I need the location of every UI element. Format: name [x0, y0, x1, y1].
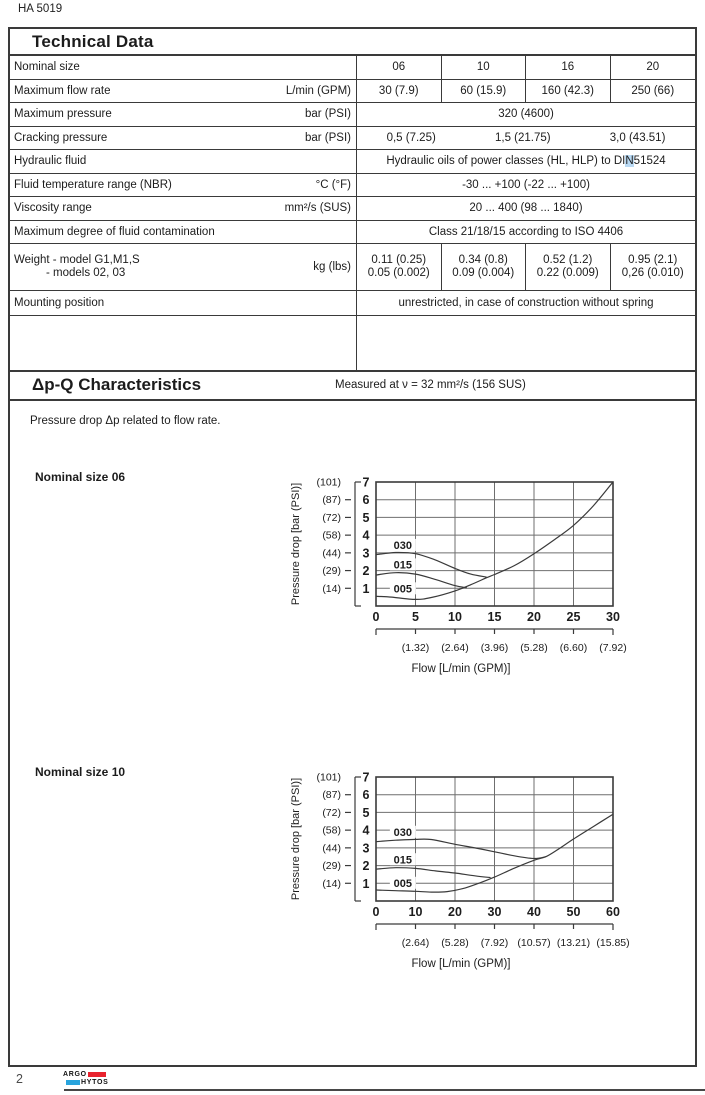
chart-section-label-06: Nominal size 06	[35, 469, 126, 484]
row-label: - models 02, 03	[46, 267, 126, 279]
cell-value: Class 21/18/15 according to ISO 4406	[428, 225, 624, 238]
svg-text:0: 0	[372, 904, 380, 919]
cell-value: 20 ... 400 (98 ... 1840)	[469, 202, 583, 215]
row-unit: bar (PSI)	[304, 131, 351, 144]
table-row-temperature-range	[10, 174, 695, 198]
svg-text:50: 50	[566, 904, 581, 919]
cell-value: 160 (42.3)	[526, 80, 611, 103]
pq-chart-nominal-06	[283, 467, 703, 695]
cell-value: 0,26 (0.010)	[621, 267, 684, 279]
svg-text:(10.57): (10.57)	[517, 936, 551, 949]
curve-015	[376, 867, 491, 877]
svg-text:(2.64): (2.64)	[441, 641, 469, 654]
dpq-note: Pressure drop Δp related to flow rate.	[30, 414, 221, 427]
cell-value: -30 ... +100 (-22 ... +100)	[462, 178, 590, 191]
content-frame	[8, 27, 697, 1067]
svg-text:4: 4	[362, 823, 370, 838]
footer-rule	[64, 1089, 705, 1091]
svg-text:(58): (58)	[322, 824, 341, 837]
svg-text:(29): (29)	[322, 859, 341, 872]
svg-text:(13.21): (13.21)	[556, 936, 591, 949]
cell-value: 16	[526, 56, 611, 79]
cell-value: 0.95 (2.1)	[628, 253, 678, 266]
cell-value: 0.52 (1.2)	[543, 253, 593, 266]
technical-data-section-header	[10, 29, 695, 56]
cell-value: 1,5 (21.75)	[494, 131, 551, 144]
row-unit: L/min (GPM)	[285, 84, 351, 97]
svg-text:(87): (87)	[322, 788, 341, 801]
svg-text:7: 7	[362, 770, 370, 784]
cell-value: 320 (4600)	[498, 108, 554, 121]
table-row-cracking-pressure	[10, 127, 695, 151]
svg-text:(5.28): (5.28)	[520, 641, 548, 654]
svg-text:(15.85): (15.85)	[596, 936, 630, 949]
svg-text:10: 10	[408, 904, 423, 919]
search-highlight: N	[625, 155, 634, 168]
row-unit: bar (PSI)	[304, 108, 351, 121]
row-label: Mounting position	[14, 296, 105, 309]
cell-value: Hydraulic oils of power classes (HL, HLP) to DI N 51524	[386, 155, 666, 168]
svg-text:2: 2	[362, 858, 370, 873]
row-label: Maximum flow rate	[14, 84, 111, 97]
svg-text:(101): (101)	[316, 771, 341, 783]
cell-value: 0.34 (0.8)	[458, 253, 508, 266]
svg-text:3: 3	[362, 840, 370, 855]
svg-text:(1.32): (1.32)	[401, 641, 430, 654]
row-label: Maximum degree of fluid contamination	[14, 225, 215, 238]
technical-data-title: Technical Data	[32, 31, 154, 51]
svg-text:(7.92): (7.92)	[599, 641, 627, 654]
svg-text:15: 15	[487, 609, 502, 624]
svg-text:(2.64): (2.64)	[401, 936, 430, 949]
cell-value: 0.05 (0.002)	[367, 267, 430, 279]
svg-text:30: 30	[606, 609, 620, 624]
table-row-mounting-position	[10, 291, 695, 316]
logo-text-argo: ARGO	[63, 1071, 87, 1078]
svg-text:(14): (14)	[322, 582, 341, 595]
table-row-contamination	[10, 221, 695, 245]
series-label: 030	[393, 539, 413, 552]
series-label: 005	[393, 583, 413, 596]
svg-text:(72): (72)	[322, 806, 341, 819]
svg-text:6: 6	[362, 492, 370, 507]
svg-text:Pressure drop [bar (PSI)]: Pressure drop [bar (PSI)]	[290, 777, 302, 900]
logo-blue-block	[66, 1080, 80, 1086]
cell-value: 0,5 (7.25)	[386, 131, 436, 144]
svg-text:10: 10	[448, 609, 462, 624]
cell-value: 250 (66)	[631, 84, 675, 97]
cell-value: unrestricted, in case of construction without spring	[398, 296, 654, 309]
chart-section-label-10: Nominal size 10	[35, 764, 126, 779]
cell-value: 60 (15.9)	[442, 80, 527, 103]
svg-text:4: 4	[362, 528, 370, 543]
dpq-title: Δp-Q Characteristics	[32, 375, 202, 394]
svg-text:Pressure drop [bar (PSI)]: Pressure drop [bar (PSI)]	[290, 482, 302, 605]
cell-value: 10	[442, 56, 527, 79]
row-label: Nominal size	[14, 61, 80, 74]
svg-text:1: 1	[362, 876, 370, 891]
svg-text:3: 3	[362, 545, 370, 560]
technical-data-table	[10, 56, 695, 316]
svg-text:5: 5	[362, 805, 370, 820]
argo-hytos-logo	[63, 1071, 109, 1086]
table-row-nominal-size	[10, 56, 695, 80]
svg-text:(5.28): (5.28)	[441, 936, 469, 949]
series-label: 030	[393, 826, 413, 839]
svg-text:5: 5	[412, 609, 419, 624]
svg-text:(44): (44)	[322, 546, 341, 559]
svg-text:(7.92): (7.92)	[480, 936, 509, 949]
svg-text:(44): (44)	[322, 841, 341, 854]
svg-text:(58): (58)	[322, 529, 341, 542]
dpq-section-header	[10, 370, 695, 401]
svg-text:(3.96): (3.96)	[480, 641, 509, 654]
row-label: Weight - model G1,M1,S	[14, 253, 140, 266]
row-label: Maximum pressure	[14, 108, 112, 121]
series-label: 015	[393, 854, 413, 867]
cell-value: 0.22 (0.009)	[536, 267, 599, 279]
page-number: 2	[16, 1072, 23, 1086]
svg-text:1: 1	[362, 581, 370, 596]
svg-text:60: 60	[606, 904, 620, 919]
svg-text:(6.60): (6.60)	[559, 641, 588, 654]
row-unit: mm²/s (SUS)	[284, 202, 351, 215]
svg-text:5: 5	[362, 510, 370, 525]
table-row-viscosity-range	[10, 197, 695, 221]
row-unit: kg (lbs)	[313, 261, 351, 273]
svg-text:Flow [L/min (GPM)]: Flow [L/min (GPM)]	[411, 662, 511, 675]
svg-text:(14): (14)	[322, 877, 341, 890]
row-label: Hydraulic fluid	[14, 155, 87, 168]
curve-015	[376, 572, 467, 587]
logo-red-block	[88, 1072, 106, 1078]
table-filler-row	[10, 316, 695, 370]
svg-text:(101): (101)	[316, 476, 341, 488]
row-label: Cracking pressure	[14, 131, 108, 144]
table-row-max-pressure	[10, 103, 695, 127]
table-row-weight	[10, 244, 695, 291]
svg-text:7: 7	[362, 475, 370, 489]
svg-text:2: 2	[362, 563, 370, 578]
svg-text:Flow [L/min (GPM)]: Flow [L/min (GPM)]	[411, 957, 511, 970]
svg-text:25: 25	[566, 609, 581, 624]
table-row-max-flow	[10, 80, 695, 104]
cell-value: 0.11 (0.25)	[371, 253, 427, 266]
svg-text:20: 20	[527, 609, 541, 624]
cell-value: 0.09 (0.004)	[452, 267, 515, 279]
doc-code: HA 5019	[18, 3, 63, 15]
row-unit: °C (°F)	[315, 178, 351, 191]
svg-text:30: 30	[487, 904, 502, 919]
row-label: Fluid temperature range (NBR)	[14, 178, 172, 191]
svg-text:20: 20	[448, 904, 462, 919]
series-label: 005	[393, 877, 413, 890]
pq-chart-nominal-10	[283, 762, 703, 990]
cell-value: 3,0 (43.51)	[609, 131, 666, 144]
cell-value: 30 (7.9)	[357, 80, 442, 103]
series-label: 015	[393, 559, 413, 572]
svg-text:6: 6	[362, 787, 370, 802]
svg-text:40: 40	[527, 904, 541, 919]
charts-region	[10, 401, 695, 1061]
svg-text:0: 0	[372, 609, 380, 624]
svg-text:(29): (29)	[322, 564, 341, 577]
row-label: Viscosity range	[14, 202, 92, 215]
svg-text:(87): (87)	[322, 493, 341, 506]
table-row-hydraulic-fluid	[10, 150, 695, 174]
dpq-measured-at: Measured at ν = 32 mm²/s (156 SUS)	[335, 379, 526, 391]
cell-value: 20	[646, 61, 660, 74]
cell-value: 06	[357, 56, 442, 79]
svg-text:(72): (72)	[322, 511, 341, 524]
logo-text-hytos: HYTOS	[81, 1079, 109, 1086]
